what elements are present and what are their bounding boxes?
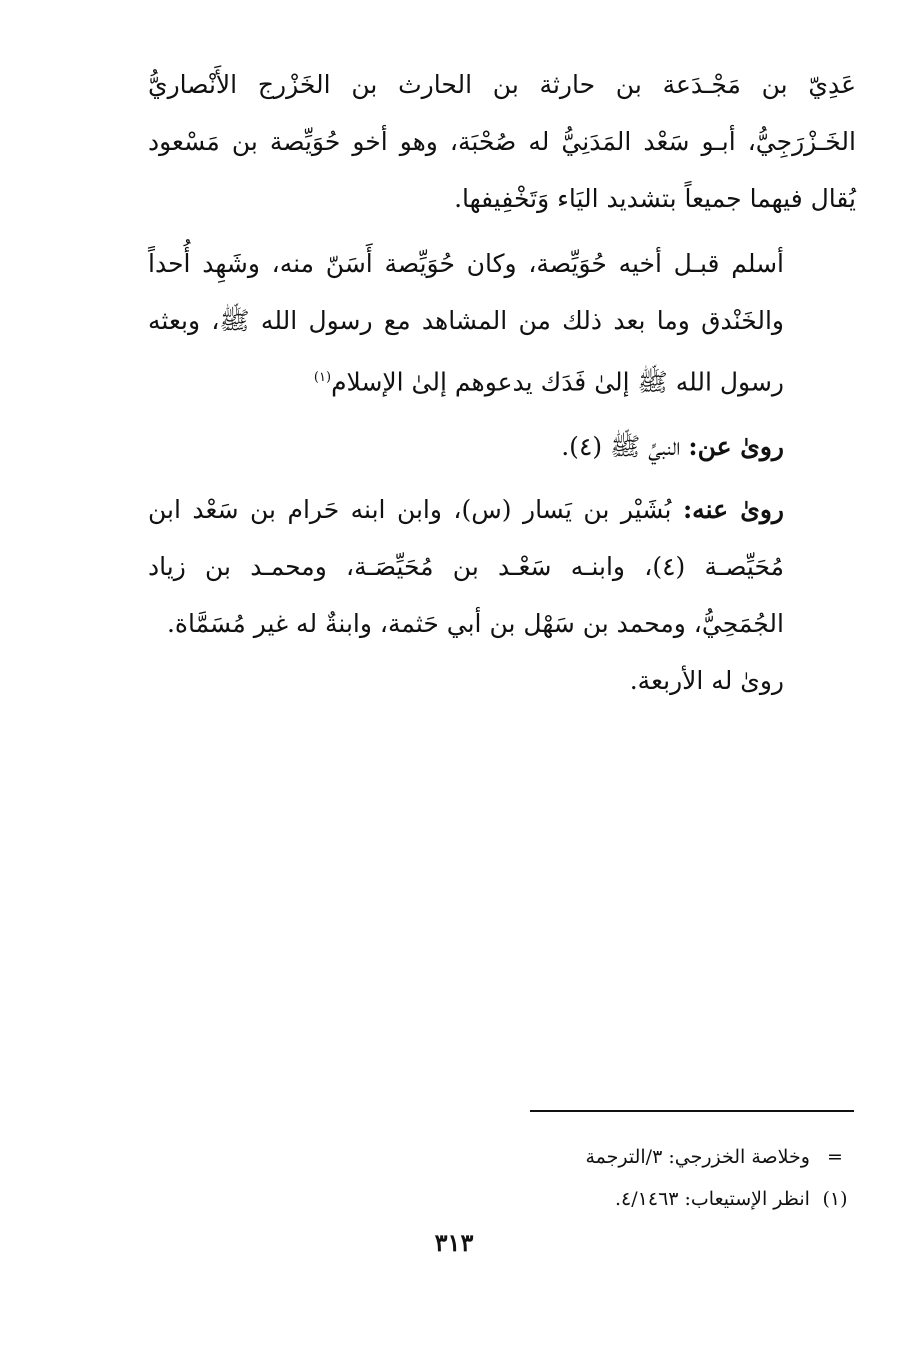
- narrators-paragraph: [148, 481, 856, 652]
- narrated-from-label: رویٰ عن:: [688, 432, 784, 462]
- footnote-mark: (١): [822, 1188, 848, 1210]
- narrators-label: رویٰ عنه:: [682, 495, 784, 525]
- paragraph-text: رویٰ له الأربعة.: [629, 666, 784, 696]
- paragraph-text: النبيِّ ﷺ (٤).: [561, 432, 689, 462]
- entry-header-paragraph: [148, 56, 856, 227]
- footnotes: [440, 1136, 854, 1220]
- footnote-text: وخلاصة الخزرجي: ٣/الترجمة: [585, 1146, 810, 1168]
- paragraph-text: أسلم قبـل أخيه حُوَيِّصة، وكان حُوَيِّصة أَسَنّ منه، وشَهِد أُحداً والخَنْدق وما بعد ذلك من المشاهد مع رسول الله ﷺ، وبعثه رسول الله ﷺ إلىٰ فَدَك يدعوهم إلىٰ الإسلام: [148, 249, 784, 397]
- paragraph-text: عَدِيّ بن مَجْـدَعة بن حارثة بن الحارث بن الخَزْرج الأَنْصاريُّ الخَـزْرَجِيُّ، أبـو سَعْد المَدَنِيُّ له صُحْبَة، وهو أخو حُوَيِّصة بن مَسْعود يُقال فيهما جميعاً بتشديد اليَاء وَتَخْفِيفها.: [148, 70, 856, 213]
- narrated-from-paragraph: [148, 418, 856, 475]
- main-text: [148, 56, 856, 709]
- footnote-continuation: [440, 1136, 854, 1178]
- footnote-1: [440, 1178, 854, 1220]
- narrated-by-paragraph: [148, 652, 856, 709]
- paragraph-text: بُشَيْر بن يَسار (س)، وابن ابنه حَرام بن سَعْد ابن مُحَيِّصـة (٤)، وابنـه سَعْـد بن مُحَيِّصَـة، ومحمـد بن زياد الجُمَحِيُّ، ومحمد بن سَهْل بن أبي حَثمة، وابنةٌ له غير مُسَمَّاة.: [148, 495, 784, 639]
- footnote-mark: =: [827, 1146, 843, 1168]
- page-number: ٣١٣: [434, 1228, 474, 1257]
- biography-paragraph: [148, 235, 856, 410]
- footnote-reference: (١): [313, 370, 332, 385]
- footnote-divider: [530, 1110, 854, 1112]
- footnote-text: انظر الإستيعاب: ٤/١٤٦٣.: [615, 1188, 810, 1210]
